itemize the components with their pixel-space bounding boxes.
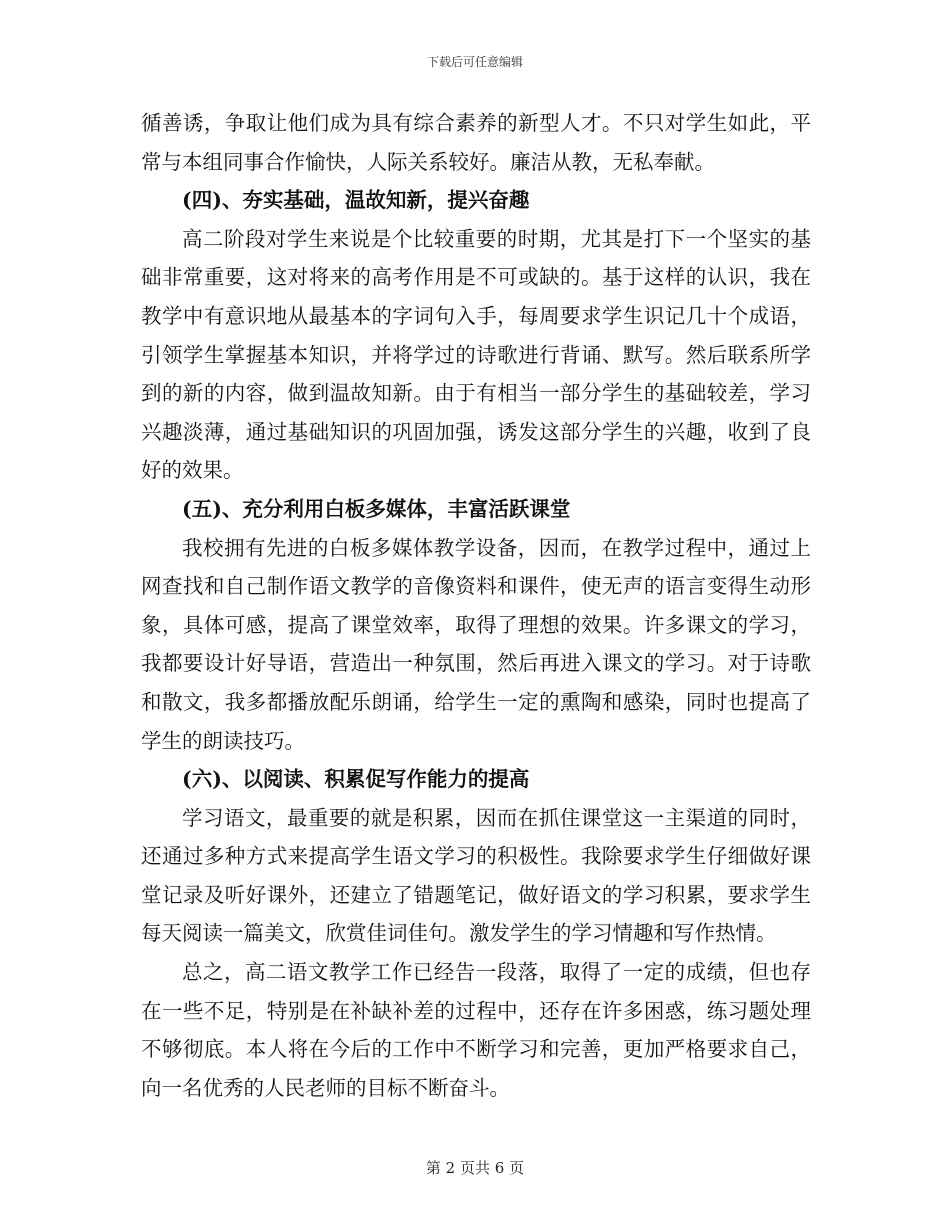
paragraph-conclusion: 总之，高二语文教学工作已经告一段落，取得了一定的成绩，但也存在一些不足，特别是在补缺补差的过程中，还存在许多困惑，练习题处理不够彻底。本人将在今后的工作中不断学习和完善，更加严格要求自己，向一名优秀的人民老师的目标不断奋斗。 xyxy=(141,960,811,1100)
page-header: 下载后可任意编辑 xyxy=(426,55,523,69)
section-heading-4: (四)、夯实基础，温故知新，提兴奋趣 xyxy=(182,188,530,213)
document-body xyxy=(141,104,811,1107)
section-heading-5: (五)、充分利用白板多媒体，丰富活跃课堂 xyxy=(182,496,571,521)
paragraph-section-5: 我校拥有先进的白板多媒体教学设备，因而，在教学过程中，通过上网查找和自己制作语文教学的音像资料和课件，使无声的语言变得生动形象，具体可感，提高了课堂效率，取得了理想的效果。许多课文的学习，我都要设计好导语，营造出一种氛围，然后再进入课文的学习。对于诗歌和散文，我多都播放配乐朗诵，给学生一定的熏陶和感染，同时也提高了学生的朗读技巧。 xyxy=(141,535,811,753)
paragraph-continued: 循善诱，争取让他们成为具有综合素养的新型人才。不只对学生如此，平常与本组同事合作愉快，人际关系较好。廉洁从教，无私奉献。 xyxy=(141,111,811,174)
section-heading-6: (六)、以阅读、积累促写作能力的提高 xyxy=(182,767,530,792)
paragraph-section-6: 学习语文，最重要的就是积累，因而在抓住课堂这一主渠道的同时，还通过多种方式来提高学生语文学习的积极性。我除要求学生仔细做好课堂记录及听好课外，还建立了错题笔记，做好语文的学习积累，要求学生每天阅读一篇美文，欣赏佳词佳句。激发学生的学习情趣和写作热情。 xyxy=(141,805,811,946)
paragraph-section-4: 高二阶段对学生来说是个比较重要的时期，尤其是打下一个坚实的基础非常重要，这对将来的高考作用是不可或缺的。基于这样的认识，我在教学中有意识地从最基本的字词句入手，每周要求学生识记几十个成语，引领学生掌握基本知识，并将学过的诗歌进行背诵、默写。然后联系所学到的新的内容，做到温故知新。由于有相当一部分学生的基础较差，学习兴趣淡薄，通过基础知识的巩固加强，诱发这部分学生的兴趣，收到了良好的效果。 xyxy=(141,226,811,483)
page-number: 第 2 页共 6 页 xyxy=(425,1159,525,1177)
